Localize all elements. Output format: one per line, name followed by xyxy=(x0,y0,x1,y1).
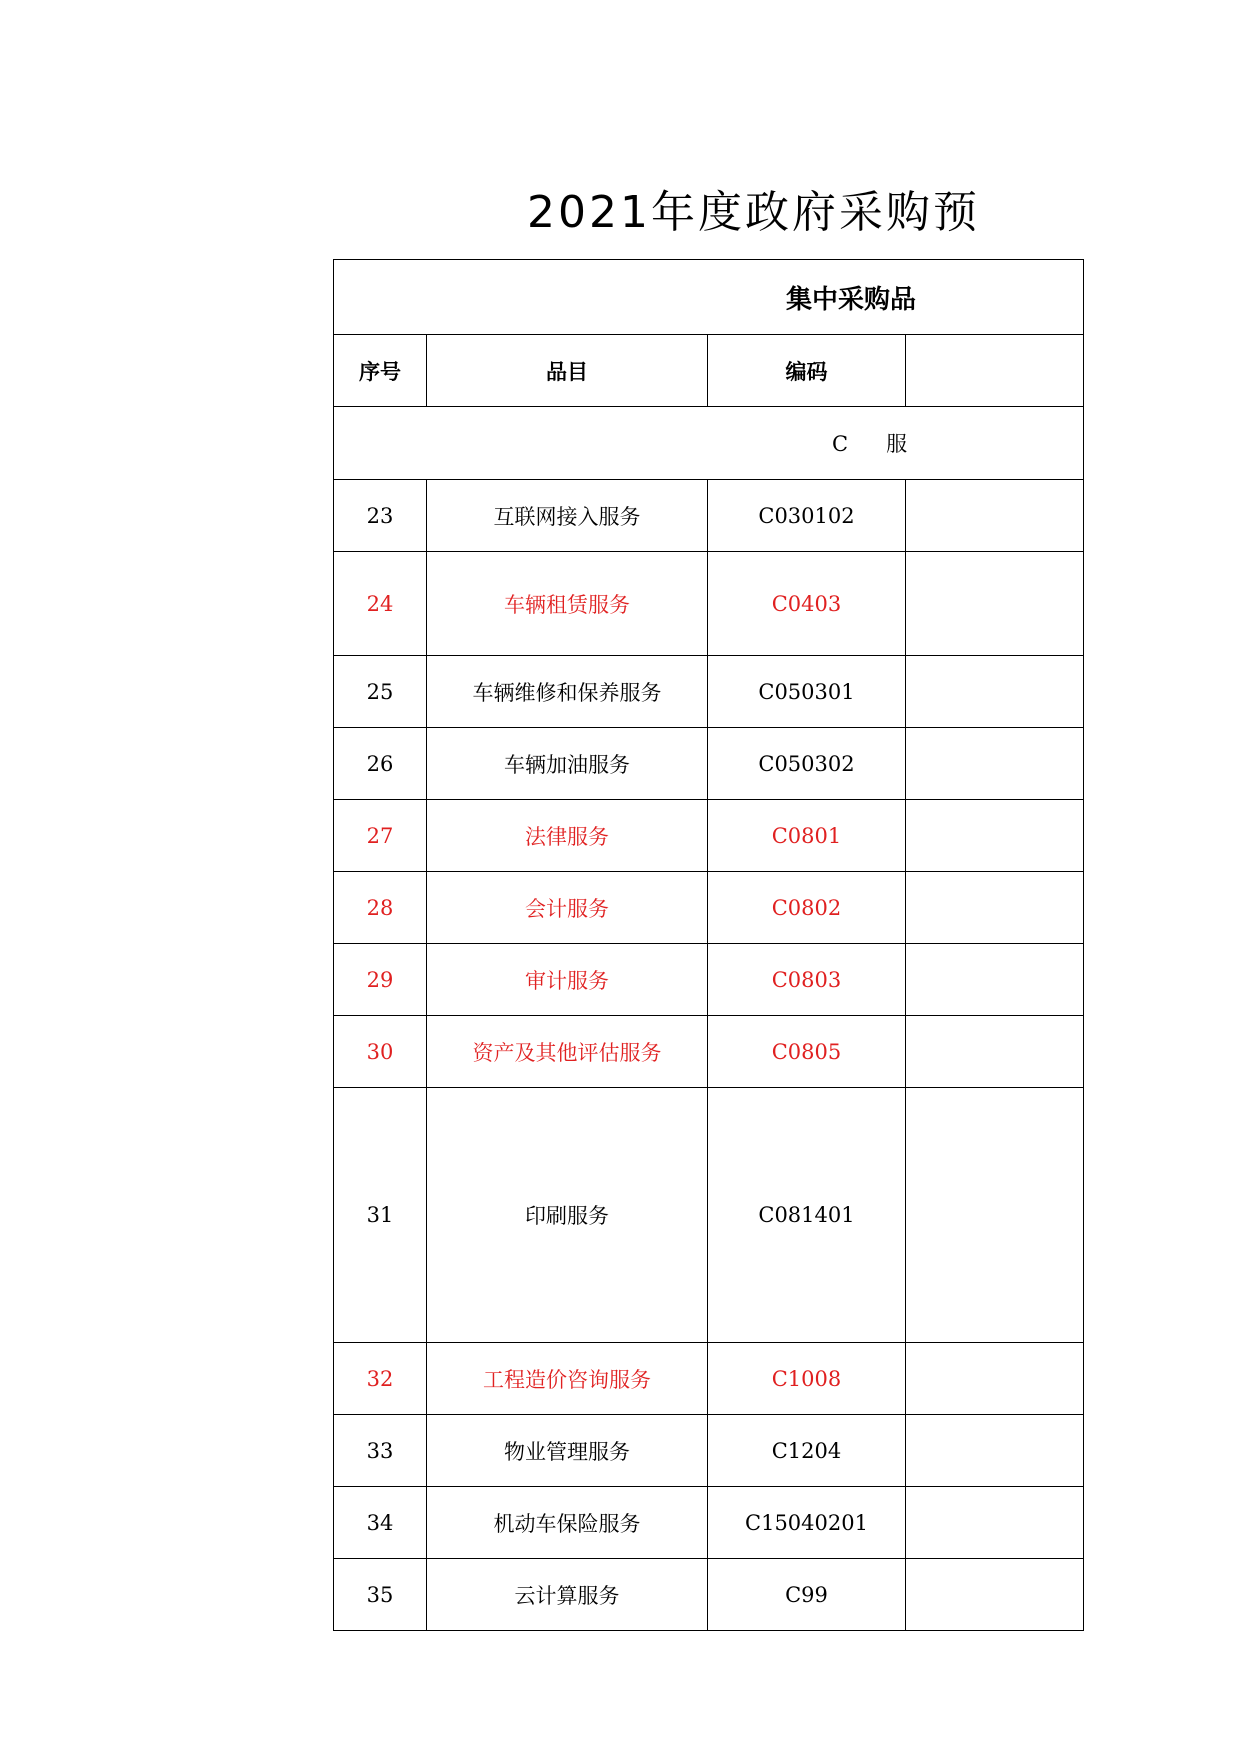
row-item: 资产及其他评估服务 xyxy=(427,1016,708,1088)
row-extra xyxy=(906,1487,1084,1559)
category-row xyxy=(334,407,1084,480)
table-row xyxy=(334,944,1084,1016)
row-index: 30 xyxy=(334,1016,427,1088)
table-row xyxy=(334,1088,1084,1343)
table-row xyxy=(334,872,1084,944)
row-index: 29 xyxy=(334,944,427,1016)
row-item: 会计服务 xyxy=(427,872,708,944)
row-index: 26 xyxy=(334,728,427,800)
row-index: 31 xyxy=(334,1088,427,1343)
row-extra xyxy=(906,1088,1084,1343)
row-code: C0802 xyxy=(708,872,906,944)
row-index: 27 xyxy=(334,800,427,872)
row-code: C050301 xyxy=(708,656,906,728)
category-code: C xyxy=(832,432,849,456)
row-extra xyxy=(906,1559,1084,1631)
row-extra xyxy=(906,552,1084,656)
table-row xyxy=(334,1415,1084,1487)
procurement-table-container xyxy=(333,259,917,1659)
row-code: C0801 xyxy=(708,800,906,872)
table-row xyxy=(334,1559,1084,1631)
table-row xyxy=(334,1343,1084,1415)
row-code: C1204 xyxy=(708,1415,906,1487)
row-item: 车辆维修和保养服务 xyxy=(427,656,708,728)
column-header-row xyxy=(334,335,1084,407)
row-code: C0803 xyxy=(708,944,906,1016)
row-extra xyxy=(906,480,1084,552)
row-item: 互联网接入服务 xyxy=(427,480,708,552)
row-item: 车辆租赁服务 xyxy=(427,552,708,656)
row-item: 机动车保险服务 xyxy=(427,1487,708,1559)
row-code: C99 xyxy=(708,1559,906,1631)
row-code: C0805 xyxy=(708,1016,906,1088)
category-label xyxy=(334,407,1084,480)
row-index: 35 xyxy=(334,1559,427,1631)
row-index: 32 xyxy=(334,1343,427,1415)
table-row xyxy=(334,1016,1084,1088)
row-extra xyxy=(906,1016,1084,1088)
row-code: C030102 xyxy=(708,480,906,552)
row-index: 33 xyxy=(334,1415,427,1487)
section-header: 集中采购品 xyxy=(334,260,1084,335)
row-item: 工程造价咨询服务 xyxy=(427,1343,708,1415)
document-title: 2021年度政府采购预 xyxy=(527,187,980,238)
row-extra xyxy=(906,800,1084,872)
table-row xyxy=(334,656,1084,728)
row-code: C0403 xyxy=(708,552,906,656)
row-extra xyxy=(906,1415,1084,1487)
table-row xyxy=(334,552,1084,656)
row-item: 法律服务 xyxy=(427,800,708,872)
row-code: C1008 xyxy=(708,1343,906,1415)
table-row xyxy=(334,728,1084,800)
row-code: C081401 xyxy=(708,1088,906,1343)
row-extra xyxy=(906,872,1084,944)
row-extra xyxy=(906,1343,1084,1415)
row-extra xyxy=(906,944,1084,1016)
row-code: C15040201 xyxy=(708,1487,906,1559)
category-name: 服 xyxy=(886,432,908,456)
row-index: 23 xyxy=(334,480,427,552)
row-extra xyxy=(906,728,1084,800)
column-header-index: 序号 xyxy=(334,335,427,407)
row-item: 印刷服务 xyxy=(427,1088,708,1343)
row-item: 车辆加油服务 xyxy=(427,728,708,800)
table-row xyxy=(334,1487,1084,1559)
table-row xyxy=(334,800,1084,872)
row-index: 34 xyxy=(334,1487,427,1559)
row-item: 云计算服务 xyxy=(427,1559,708,1631)
row-extra xyxy=(906,656,1084,728)
row-index: 24 xyxy=(334,552,427,656)
column-header-item: 品目 xyxy=(427,335,708,407)
column-header-extra xyxy=(906,335,1084,407)
procurement-table xyxy=(333,259,1084,1631)
row-item: 审计服务 xyxy=(427,944,708,1016)
table-row xyxy=(334,480,1084,552)
row-index: 28 xyxy=(334,872,427,944)
row-index: 25 xyxy=(334,656,427,728)
row-item: 物业管理服务 xyxy=(427,1415,708,1487)
row-code: C050302 xyxy=(708,728,906,800)
column-header-code: 编码 xyxy=(708,335,906,407)
